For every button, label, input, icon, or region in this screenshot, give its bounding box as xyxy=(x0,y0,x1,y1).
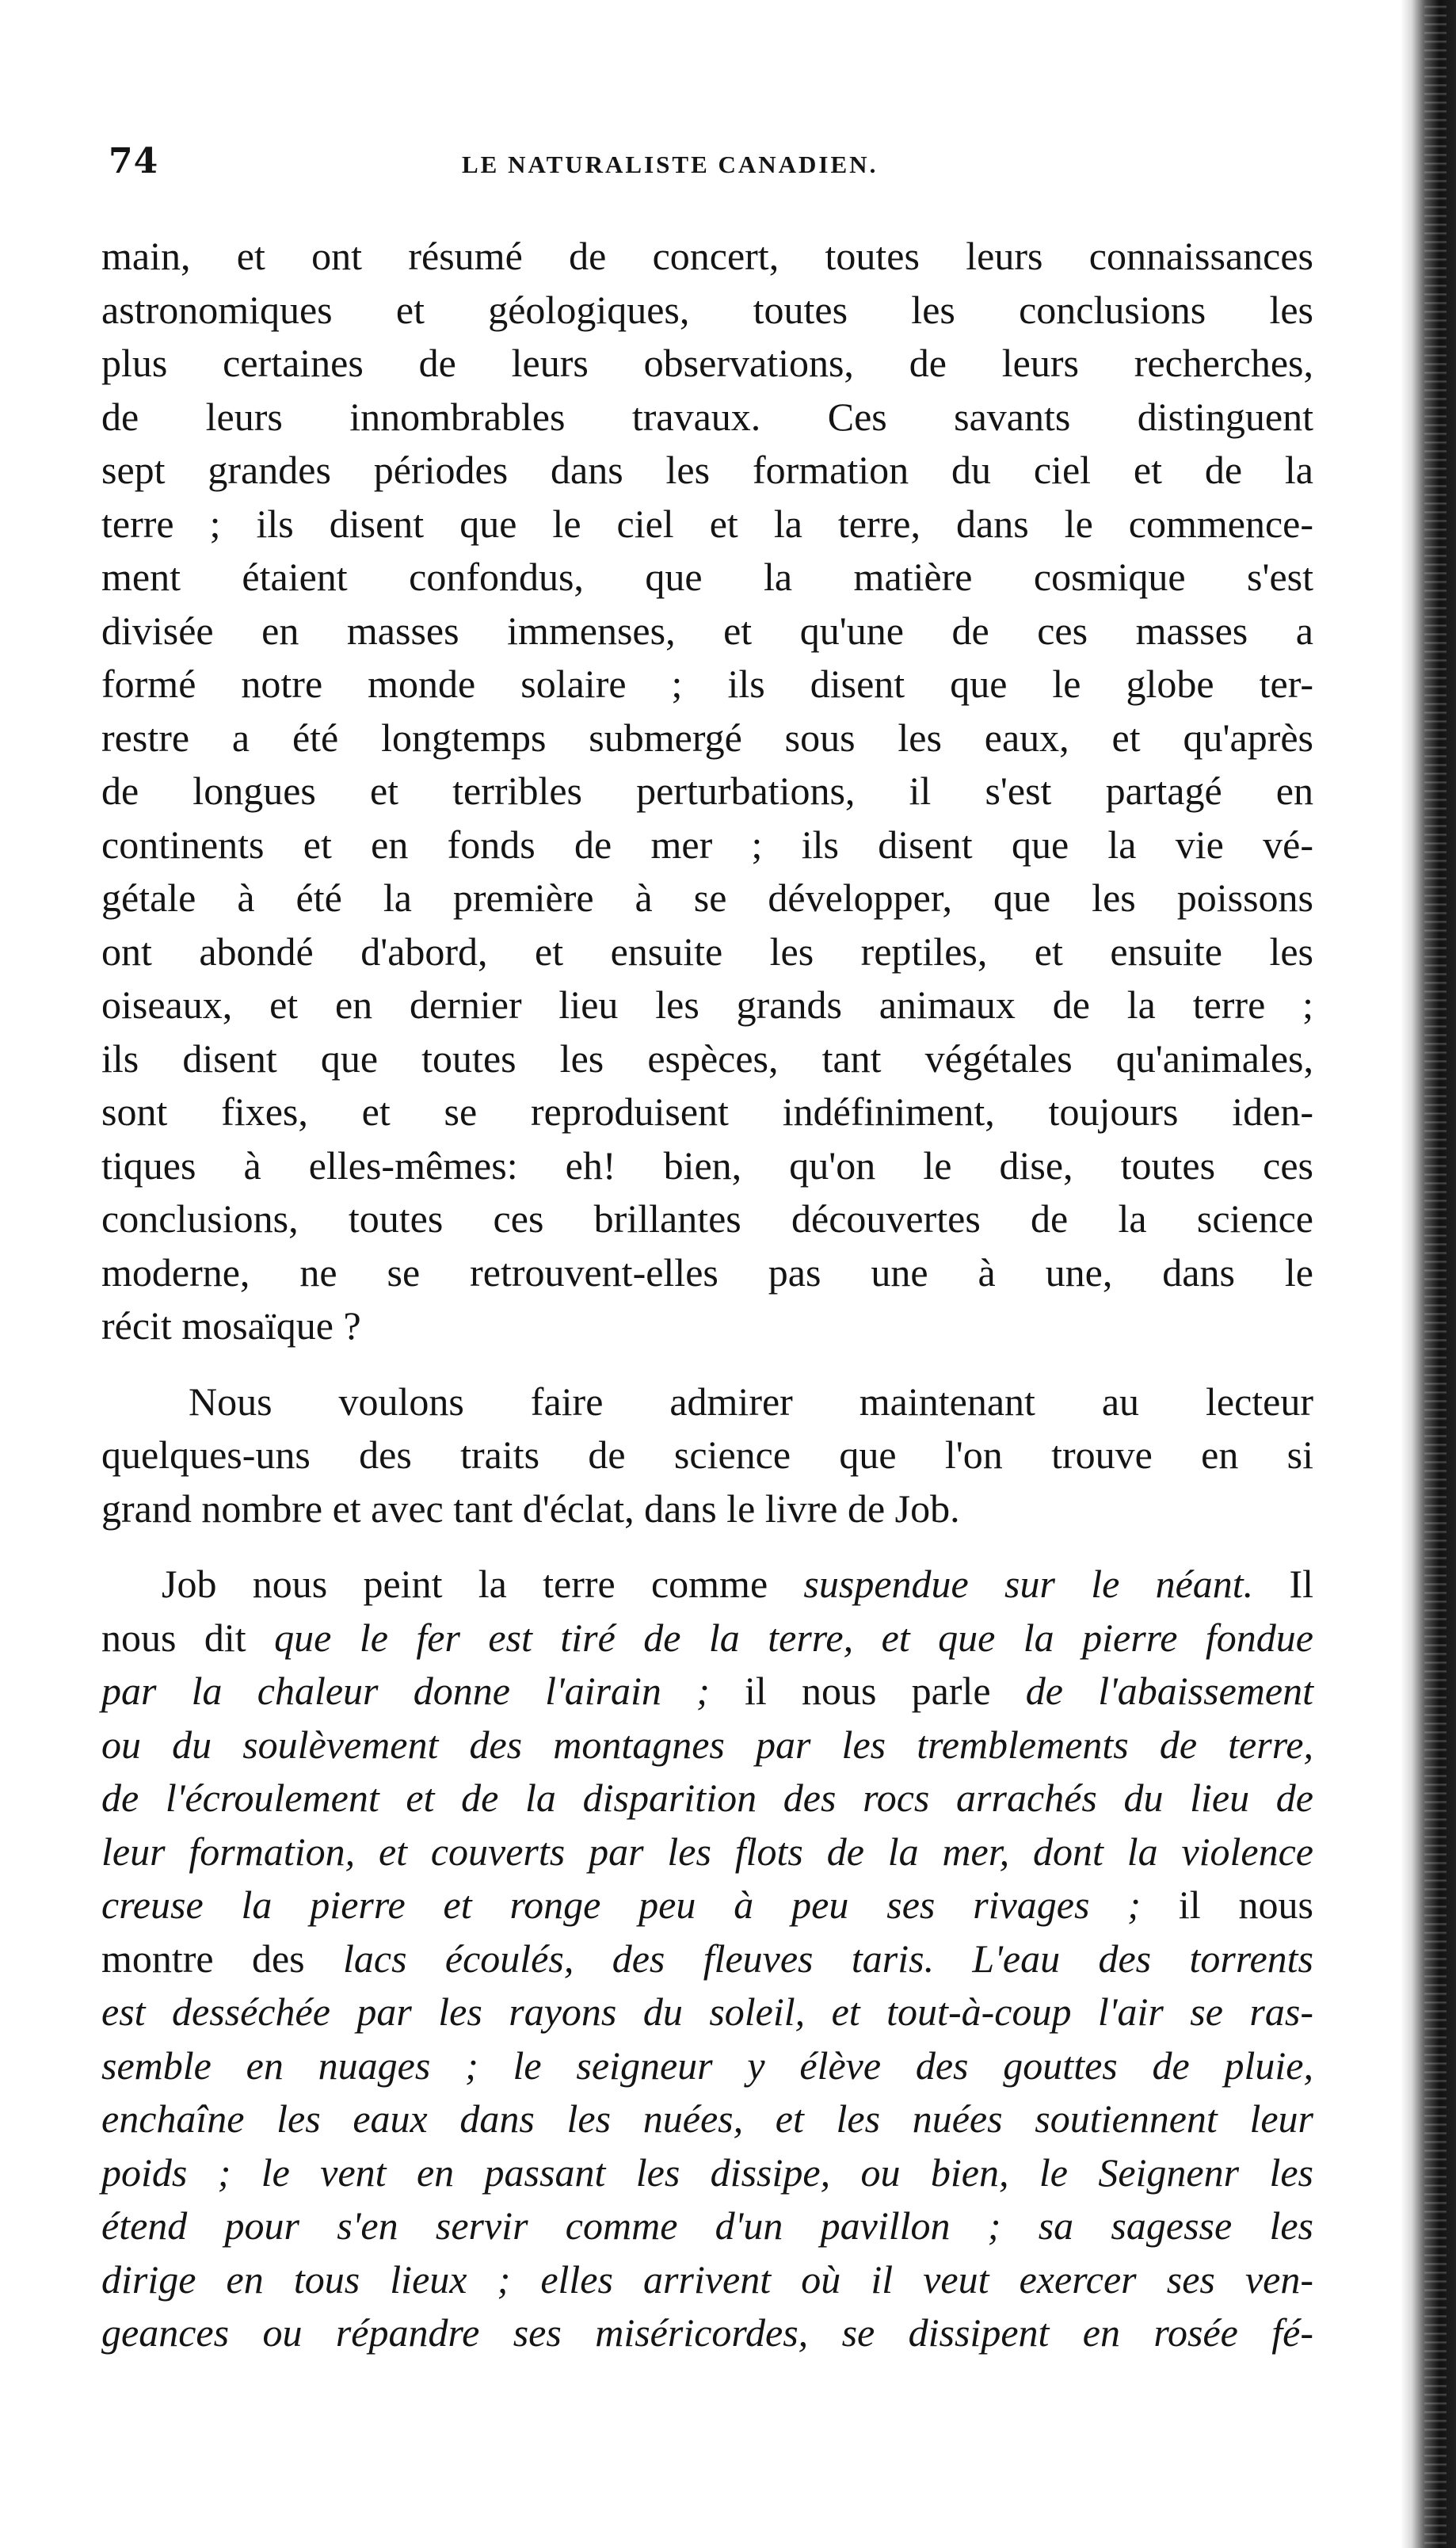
text-line: geances ou répandre ses miséricordes, se dissipent en rosée fé- xyxy=(101,2310,1313,2355)
text-line: ou du soulèvement des montagnes par les tremblements de terre, xyxy=(101,1722,1313,1767)
text-line: de l'écroulement et de la disparition des rocs arrachés du lieu de xyxy=(101,1776,1313,1820)
italic-text-run: creuse la pierre et ronge peu à peu ses rivages ; xyxy=(101,1882,1141,1927)
text-line: de longues et terribles perturbations, il s'est partagé en xyxy=(101,769,1313,813)
text-line: terre ; ils disent que le ciel et la terre, dans le commence- xyxy=(101,501,1313,546)
text-line: ils disent que toutes les espèces, tant végétales qu'animales, xyxy=(101,1036,1313,1081)
italic-text-run: que le fer est tiré de la terre, et que la pierre fondue xyxy=(274,1615,1313,1660)
text-line: dirige en tous lieux ; elles arrivent où il veut exercer ses ven- xyxy=(101,2256,1313,2302)
text-line: étend pour s'en servir comme d'un pavillon ; sa sagesse les xyxy=(101,2203,1313,2248)
text-line xyxy=(101,1612,1313,1665)
paragraph-3 xyxy=(101,1558,1313,2360)
text-line: moderne, ne se retrouvent-elles pas une à une, dans le xyxy=(101,1249,1313,1295)
italic-text-run: par la chaleur donne l'airain ; xyxy=(101,1669,710,1713)
text-line: quelques-uns des traits de science que l'on trouve en si xyxy=(101,1432,1313,1477)
text-line: formé notre monde solaire ; ils disent que le globe ter- xyxy=(101,662,1313,706)
text-line: continents et en fonds de mer ; ils disent que la vie vé- xyxy=(101,822,1313,867)
page-number: 74 xyxy=(109,141,159,181)
running-title: LE NATURALISTE CANADIEN. xyxy=(462,151,879,178)
text-line: poids ; le vent en passant les dissipe, ou bien, le Seignenr les xyxy=(101,2149,1313,2195)
text-line: main, et ont résumé de concert, toutes leurs connaissances xyxy=(101,234,1313,278)
text-run: montre des xyxy=(101,1936,343,1981)
italic-text-run: suspendue sur le néant. xyxy=(803,1562,1254,1606)
text-run: Il xyxy=(1253,1562,1313,1606)
text-line: de leurs innombrables travaux. Ces savants distinguent xyxy=(101,394,1313,439)
text-run: nous dit xyxy=(101,1615,275,1660)
text-line: conclusions, toutes ces brillantes découvertes de la science xyxy=(101,1196,1313,1241)
page-binding-edge-texture xyxy=(1424,0,1446,2548)
text-line: est desséchée par les rayons du soleil, et tout-à-coup l'air se ras- xyxy=(101,1989,1313,2034)
text-line: astronomiques et géologiques, toutes les conclusions les xyxy=(101,287,1313,332)
text-line: oiseaux, et en dernier lieu les grands animaux de la terre ; xyxy=(101,982,1313,1027)
text-line: gétale à été la première à se développer, que les poissons xyxy=(101,875,1313,920)
text-line: semble en nuages ; le seigneur y élève des gouttes de pluie, xyxy=(101,2043,1313,2088)
text-line: sont fixes, et se reproduisent indéfiniment, toujours iden- xyxy=(101,1089,1313,1134)
italic-text-run: de l'abaissement xyxy=(1025,1669,1313,1713)
text-line: ont abondé d'abord, et ensuite les reptiles, et ensuite les xyxy=(101,929,1313,974)
text-line: divisée en masses immenses, et qu'une de ces masses a xyxy=(101,608,1313,653)
text-line xyxy=(101,1932,1313,1986)
text-line: restre a été longtemps submergé sous les eaux, et qu'après xyxy=(101,715,1313,760)
text-run: il nous xyxy=(1140,1882,1313,1927)
text-line: grand nombre et avec tant d'éclat, dans le livre de Job. xyxy=(101,1486,960,1531)
paragraph-gap xyxy=(101,1535,1313,1558)
text-line: leur formation, et couverts par les flots de la mer, dont la violence xyxy=(101,1829,1313,1874)
paragraph-gap xyxy=(101,1353,1313,1375)
text-line xyxy=(101,1665,1313,1718)
text-line: Nous voulons faire admirer maintenant au lecteur xyxy=(189,1379,1313,1424)
text-line: ment étaient confondus, que la matière cosmique s'est xyxy=(101,555,1313,599)
text-line: sept grandes périodes dans les formation du ciel et de la xyxy=(101,448,1313,492)
text-line xyxy=(101,1558,1313,1612)
text-run: il nous parle xyxy=(709,1669,1026,1713)
text-run: Job nous peint la terre comme xyxy=(162,1562,804,1606)
text-line: plus certaines de leurs observations, de leurs recherches, xyxy=(101,341,1313,385)
page-header xyxy=(105,141,1317,196)
text-line: tiques à elles-mêmes: eh! bien, qu'on le dise, toutes ces xyxy=(101,1142,1313,1188)
body-text xyxy=(101,230,1313,2360)
text-line: enchaîne les eaux dans les nuées, et les nuées soutiennent leur xyxy=(101,2096,1313,2141)
paragraph-2 xyxy=(101,1375,1313,1536)
italic-text-run: lacs écoulés, des fleuves taris. L'eau des torrents xyxy=(343,1936,1313,1981)
text-line: récit mosaïque ? xyxy=(101,1303,361,1348)
paragraph-1 xyxy=(101,230,1313,1353)
text-line xyxy=(101,1879,1313,1932)
